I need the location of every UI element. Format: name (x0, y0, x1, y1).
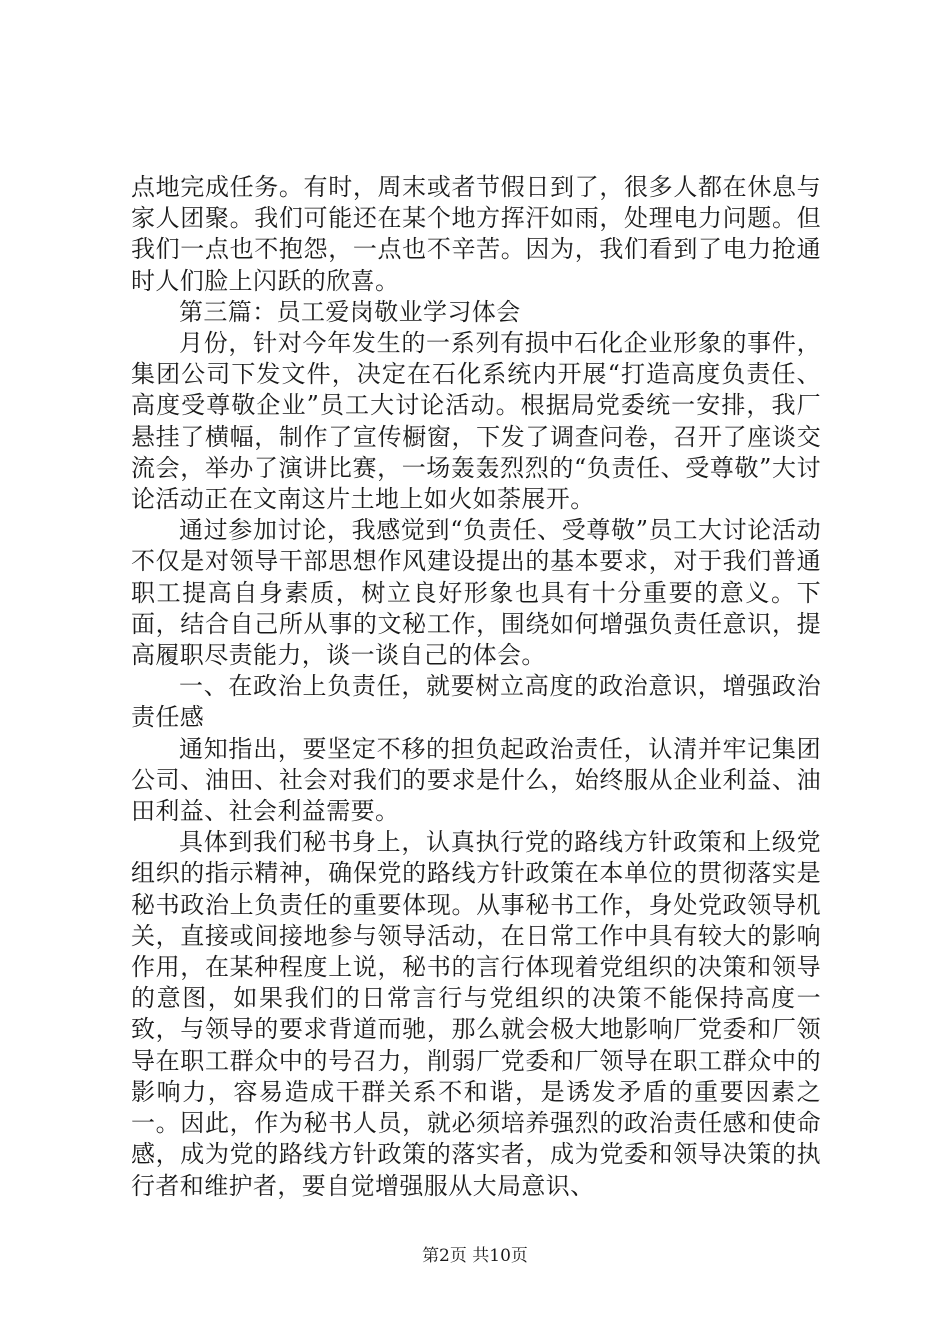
section-title: 第三篇：员工爱岗敬业学习体会 (179, 297, 521, 326)
page-number-footer: 第2页 共10页 (422, 1246, 528, 1266)
paragraph-4: 通过参加讨论，我感觉到“负责任、受尊敬”员工大讨论活动不仅是对领导干部思想作风建设提出的基本要求，对于我们普通职工提高自身素质，树立良好形象也具有十分重要的意义。下面，结合自己所从事的文秘工作，围绕如何增强负责任意识，提高履职尽责能力，谈一谈自己的体会。 (131, 516, 821, 670)
paragraph-1: 点地完成任务。有时，周末或者节假日到了，很多人都在休息与家人团聚。我们可能还在某个地方挥汗如雨，处理电力问题。但我们一点也不抱怨，一点也不辛苦。因为，我们看到了电力抢通时人们脸上闪跃的欣喜。 (131, 173, 821, 295)
paragraph-6: 通知指出，要坚定不移的担负起政治责任，认清并牢记集团公司、油田、社会对我们的要求是什么，始终服从企业利益、油田利益、社会利益需要。 (131, 734, 821, 826)
subsection-heading: 一、在政治上负责任，就要树立高度的政治意识，增强政治责任感 (131, 672, 821, 732)
paragraph-3: 月份，针对今年发生的一系列有损中石化企业形象的事件，集团公司下发文件，决定在石化系统内开展“打造高度负责任、高度受尊敬企业”员工大讨论活动。根据局党委统一安排，我厂悬挂了横幅，制作了宣传橱窗，下发了调查问卷，召开了座谈交流会，举办了演讲比赛，一场轰轰烈烈的“负责任、受尊敬”大讨论活动正在文南这片土地上如火如荼展开。 (131, 329, 821, 514)
document-body (131, 172, 821, 1202)
paragraph-7: 具体到我们秘书身上，认真执行党的路线方针政策和上级党组织的指示精神，确保党的路线方针政策在本单位的贯彻落实是秘书政治上负责任的重要体现。从事秘书工作，身处党政领导机关，直接或间接地参与领导活动，在日常工作中具有较大的影响作用，在某种程度上说，秘书的言行体现着党组织的决策和领导的意图，如果我们的日常言行与党组织的决策不能保持高度一致，与领导的要求背道而驰，那么就会极大地影响厂党委和厂领导在职工群众中的号召力，削弱厂党委和厂领导在职工群众中的影响力，容易造成干群关系不和谐，是诱发矛盾的重要因素之一。因此，作为秘书人员，就必须培养强烈的政治责任感和使命感，成为党的路线方针政策的落实者，成为党委和领导决策的执行者和维护者，要自觉增强服从大局意识、 (131, 828, 821, 1200)
